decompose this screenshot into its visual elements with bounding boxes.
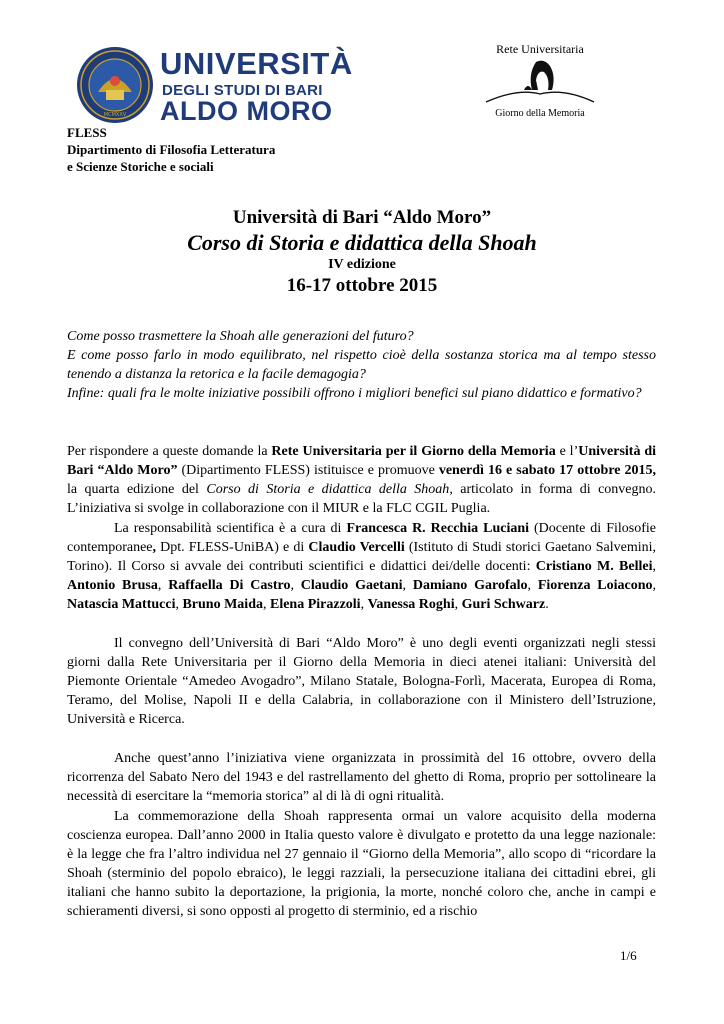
person-name: Bruno Maida	[182, 597, 263, 613]
dept-line-3: e Scienze Storiche e sociali	[67, 159, 214, 174]
text-run: (Istituto di Studi storici Gaetano Salvemini, Torino). Il Corso si avvale dei contributi scientifici e didattici dei/delle docenti:	[67, 540, 656, 575]
rete-name: Rete Universitaria per il Giorno della Memoria	[271, 444, 556, 459]
course-title: Corso di Storia e didattica della Shoah	[187, 230, 537, 255]
person-name: Natascia Mattucci	[67, 597, 176, 613]
university-seal-icon	[76, 46, 154, 124]
person-name: Claudio Vercelli	[308, 540, 405, 556]
university-title: Università di Bari “Aldo Moro”	[232, 207, 492, 228]
person-name: Damiano Garofalo	[412, 578, 528, 594]
paragraph-october: Anche quest’anno l’iniziativa viene organizzata in prossimità del 16 ottobre, ovvero della ricorrenza del Sabato Nero del 1943 e del rastrellamento del ghetto di Roma, proprio per sottolineare la necessità di esercitare la “memoria storica” al di là di ogni ritualità.	[67, 751, 656, 805]
department-block	[67, 124, 275, 175]
page-number: 1/6	[620, 948, 637, 963]
text-run: ,	[527, 578, 538, 594]
text-run: Dpt. FLESS-UniBA) e di	[156, 540, 309, 556]
text-run: ,	[290, 578, 301, 594]
text-run: (Docente di Filosofie contemporanee	[67, 521, 656, 556]
person-name: Claudio Gaetani	[300, 578, 403, 594]
text-run: ,	[402, 578, 413, 594]
rete-universitaria-logo	[470, 42, 610, 122]
edition-label: IV edizione	[328, 257, 396, 272]
event-days: venerdì 16 e sabato 17 ottobre 2015,	[438, 463, 657, 479]
person-name: Cristiano M. Bellei	[535, 559, 653, 575]
question-1: Come posso trasmettere la Shoah alle generazioni del futuro?	[67, 329, 414, 344]
dept-line-1: FLESS	[67, 125, 107, 140]
person-name: Antonio Brusa	[67, 578, 158, 594]
text-run: ,	[262, 597, 270, 613]
text-run: ,	[454, 597, 462, 613]
text-run: ,	[175, 597, 183, 613]
university-logo	[76, 44, 353, 126]
text-run: ,	[652, 578, 657, 594]
question-2: E come posso farlo in modo equilibrato, nel rispetto cioè della sostanza storica ma al tempo stesso tenendo a distanza la retorica e la facile demagogia?	[67, 348, 656, 383]
paragraph-intro	[67, 442, 656, 518]
text-run: , articolato in forma di convegno. L’iniziativa si svolge in collaborazione con il MIUR e la FLC CGIL Puglia.	[67, 482, 656, 517]
logo-line-aldo-moro: ALDO MORO	[160, 96, 333, 126]
person-name: Guri Schwarz	[461, 597, 546, 613]
title-block	[0, 206, 724, 299]
logo-line-universita: UNIVERSITÀ	[160, 46, 353, 81]
logo-line-degli-studi: DEGLI STUDI DI BARI	[162, 82, 323, 99]
rete-title: Rete Universitaria	[496, 42, 584, 56]
text-run: Per rispondere a queste domande la	[67, 444, 272, 459]
person-name: Vanessa Roghi	[367, 597, 455, 613]
text-run: e l’	[555, 444, 579, 459]
text-run: ,	[157, 578, 169, 594]
text-run: ,	[152, 540, 157, 556]
paragraph-commemoration: La commemorazione della Shoah rappresenta ormai un valore acquisito della moderna coscienza europea. Dall’anno 2000 in Italia questo valore è divulgato e protetto da una legge nazionale: è la legge che fra l’altro individua nel 27 gennaio il “Giorno della Memoria”, allo scopo di “ricordare la Shoah (sterminio del popolo ebraico), le leggi razziali, la persecuzione italiana dei cittadini ebrei, gli italiani che hanno subito la deportazione, la prigionia, la morte, nonché coloro che, anche in campi e schieramenti diversi, si sono opposti al progetto di sterminio, ed a rischio	[67, 809, 656, 920]
memorial-arch-icon	[478, 56, 602, 108]
text-run: ,	[652, 559, 656, 575]
event-dates: 16-17 ottobre 2015	[286, 275, 438, 296]
svg-text:MCMXXV: MCMXXV	[103, 112, 127, 118]
dept-line-2: Dipartimento di Filosofia Letteratura	[67, 142, 276, 157]
text-run: La responsabilità scientifica è a cura di	[114, 521, 347, 536]
questions-block	[67, 327, 656, 403]
person-name: Fiorenza Loiacono	[537, 578, 653, 594]
university-name: Università di Bari “Aldo Moro”	[67, 444, 657, 479]
question-3: Infine: quali fra le molte iniziative possibili offrono i migliori benefici sul piano didattico e formativo?	[67, 386, 642, 402]
person-name: Francesca R. Recchia Luciani	[346, 521, 530, 536]
rete-subtitle: Giorno della Memoria	[495, 108, 585, 119]
text-run: la quarta edizione del	[67, 482, 207, 498]
person-name: Elena Pirazzoli	[269, 597, 361, 613]
course-name: Corso di Storia e didattica della Shoah	[206, 482, 450, 498]
person-name: Raffaella Di Castro	[168, 578, 291, 594]
text-run: ,	[360, 597, 368, 613]
text-run: (Dipartimento FLESS) istituisce e promuove	[177, 463, 439, 479]
paragraph-responsibility	[67, 519, 656, 614]
text-run: .	[545, 597, 549, 613]
paragraph-network: Il convegno dell’Università di Bari “Aldo Moro” è uno degli eventi organizzati negli stessi giorni dalla Rete Universitaria per il Giorno della Memoria in dieci atenei italiani: Università del Piemonte Orientale “Amedeo Avogadro”, Milano Statale, Bologna-Forlì, Macerata, Europea di Roma, Teramo, del Molise, Napoli II e della Calabria, in collaborazione con il Ministero dell’Istruzione, Università e Ricerca.	[67, 636, 656, 728]
